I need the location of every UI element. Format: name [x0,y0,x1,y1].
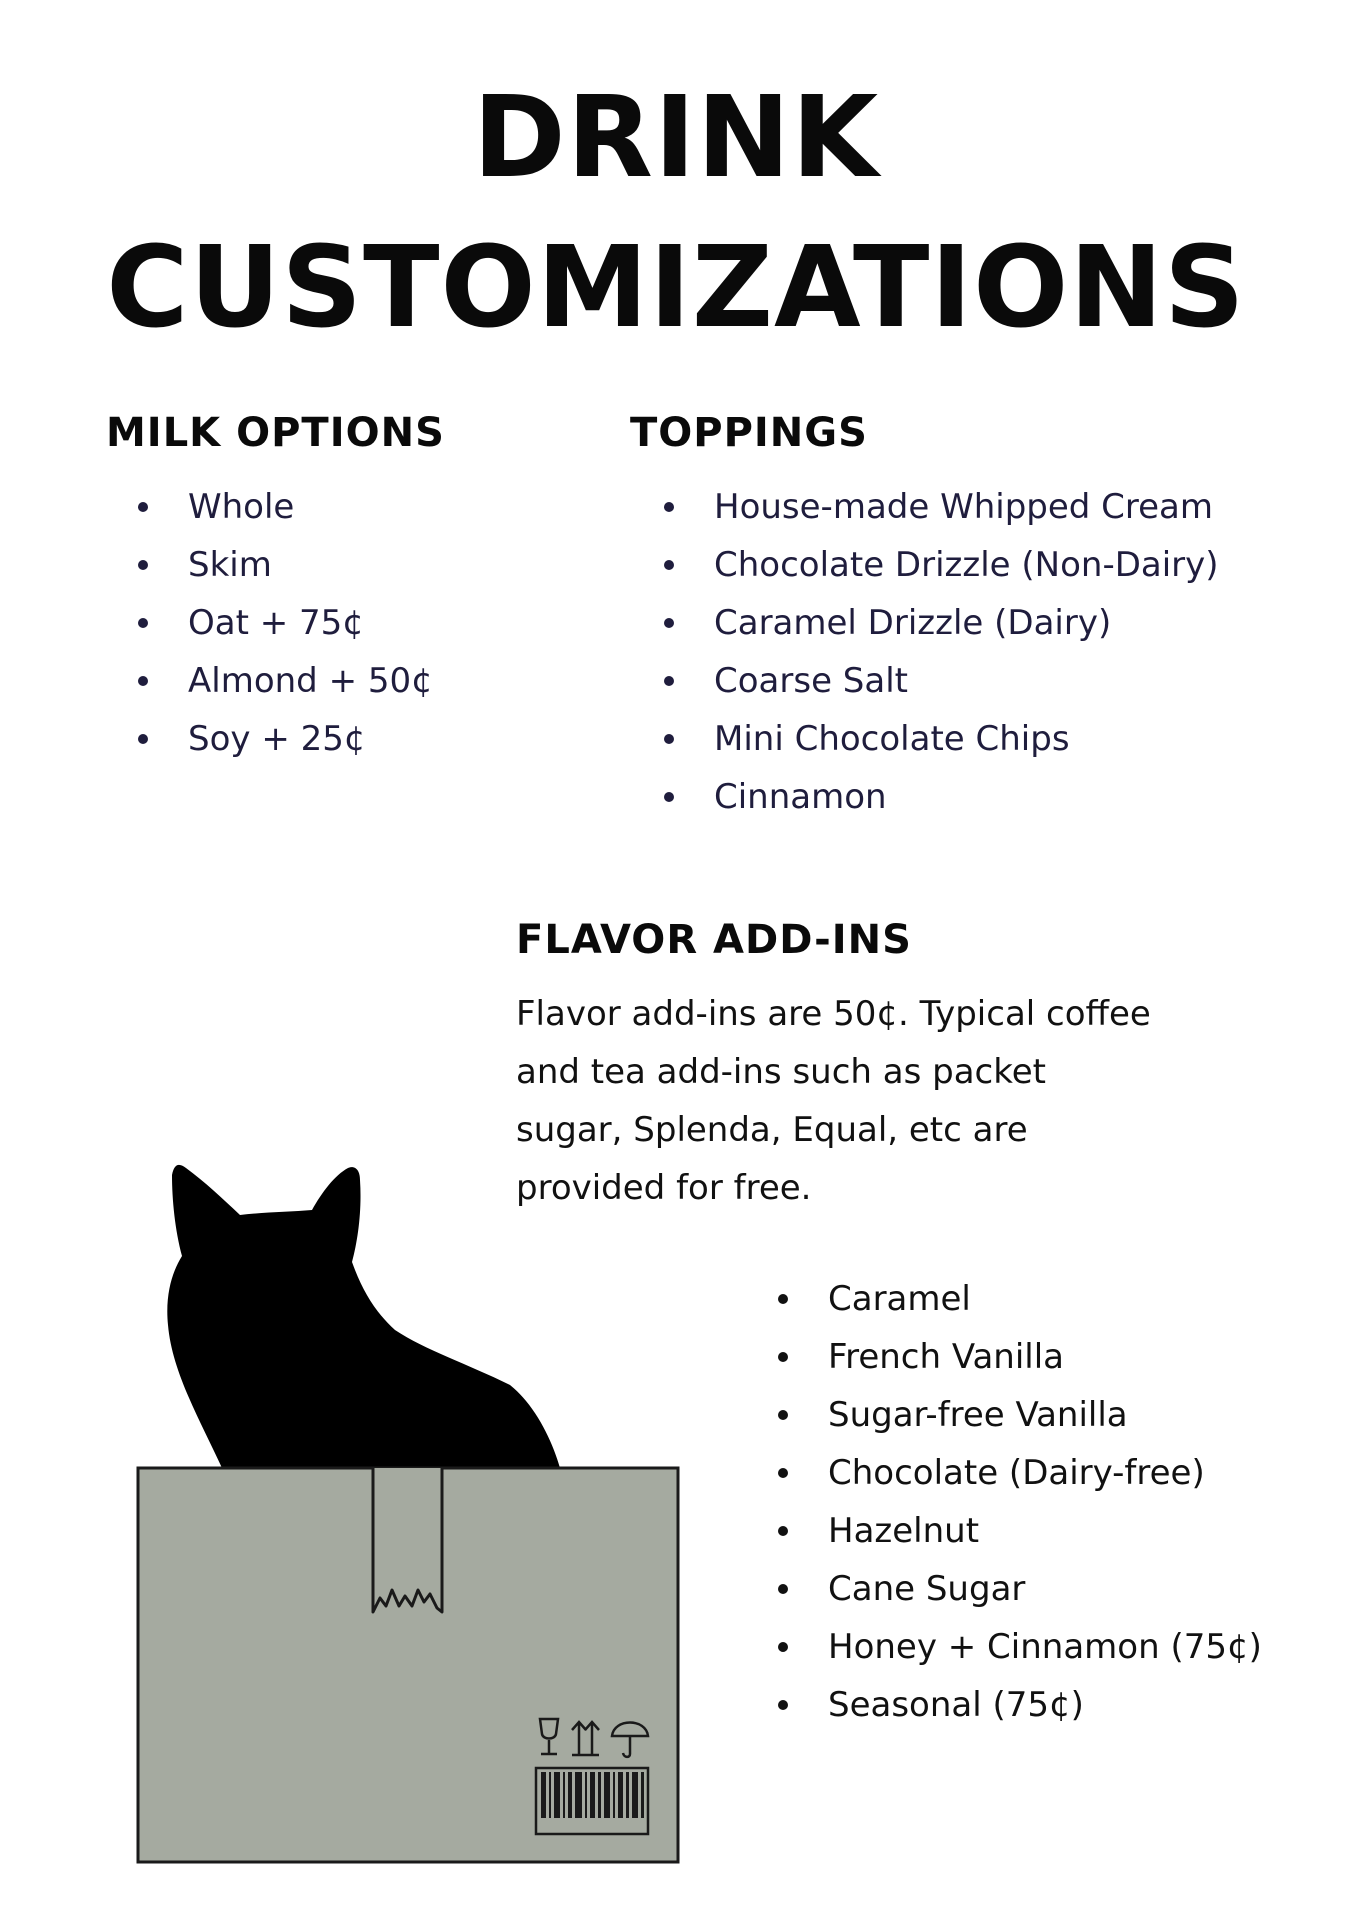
list-item: Oat + 75¢ [124,594,433,652]
list-item: Whole [124,478,433,536]
list-item: Cinnamon [650,768,1219,826]
list-item: Coarse Salt [650,652,1219,710]
flavor-add-ins-description: Flavor add-ins are 50¢. Typical coffee and tea add-ins such as packet sugar, Splenda, Equal, etc are provided for free. [516,994,1151,1208]
list-item: Skim [124,536,433,594]
page-title-line-2: CUSTOMIZATIONS [106,223,1246,353]
list-item: Chocolate Drizzle (Non-Dairy) [650,536,1219,594]
list-item: House-made Whipped Cream [650,478,1219,536]
list-item: French Vanilla [764,1328,1262,1386]
list-item: Almond + 50¢ [124,652,433,710]
milk-options-heading: MILK OPTIONS [106,410,445,456]
page-title-line-1: DRINK [472,73,880,203]
barcode-icon [536,1768,648,1834]
cat-silhouette-icon [167,1165,560,1468]
list-item: Chocolate (Dairy-free) [764,1444,1262,1502]
list-item: Honey + Cinnamon (75¢) [764,1618,1262,1676]
list-item: Hazelnut [764,1502,1262,1560]
toppings-heading: TOPPINGS [630,410,868,456]
list-item: Soy + 25¢ [124,710,433,768]
list-item: Caramel Drizzle (Dairy) [650,594,1219,652]
list-item: Mini Chocolate Chips [650,710,1219,768]
list-item: Seasonal (75¢) [764,1676,1262,1734]
flavor-add-ins-heading: FLAVOR ADD-INS [516,917,912,963]
list-item: Caramel [764,1270,1262,1328]
list-item: Sugar-free Vanilla [764,1386,1262,1444]
list-item: Cane Sugar [764,1560,1262,1618]
